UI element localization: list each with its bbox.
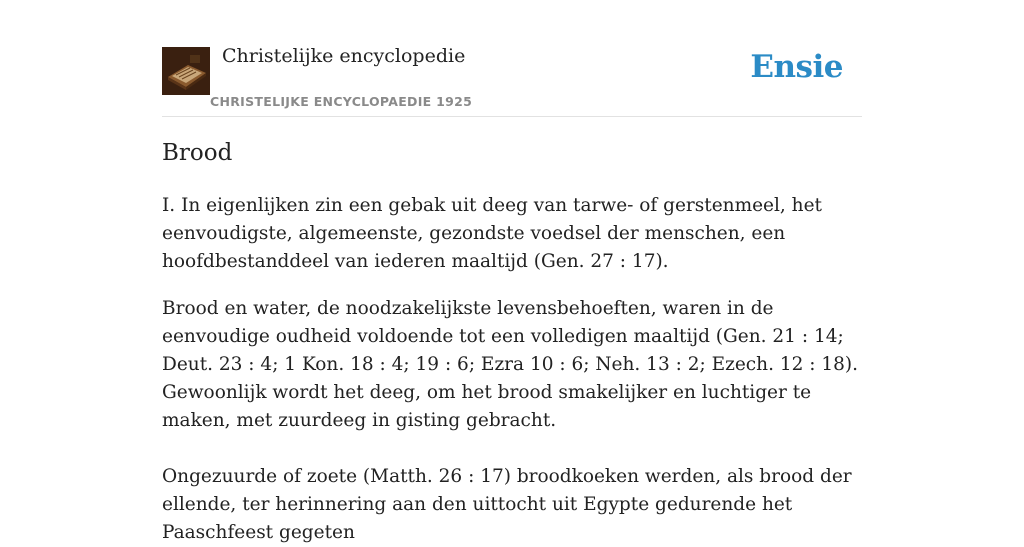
site-title[interactable]: Christelijke encyclopedie [222,45,466,67]
article-body [162,192,862,547]
brand-logo[interactable]: Ensie [750,49,843,85]
article-paragraph: Ongezuurde of zoete (Matth. 26 : 17) broodkoeken werden, als brood der ellende, ter herinnering aan den uittocht uit Egypte gedurende het Paaschfeest gegeten [162,466,852,543]
avatar[interactable] [162,47,210,95]
book-photo-icon [162,47,210,95]
article-paragraph: I. In eigenlijken zin een gebak uit deeg van tarwe- of gerstenmeel, het eenvoudigste, algemeenste, gezondste voedsel der menschen, een hoofdbestanddeel van iederen maaltijd (Gen. 27 : 17). [162,195,822,272]
site-header [162,0,862,117]
site-subtitle: CHRISTELIJKE ENCYCLOPAEDIE 1925 [210,94,473,109]
page-container [162,0,862,543]
article-title: Brood [162,140,233,166]
article-paragraph: Brood en water, de noodzakelijkste levensbehoeften, waren in de eenvoudige oudheid voldoende tot een volledigen maaltijd (Gen. 21 : 14; Deut. 23 : 4; 1 Kon. 18 : 4; 19 : 6; Ezra 10 : 6; Neh. 13 : 2; Ezech. 12 : 18). Gewoonlijk wordt het deeg, om het brood smakelijker en luchtiger te maken, met zuurdeeg in gisting gebracht. [162,298,858,431]
